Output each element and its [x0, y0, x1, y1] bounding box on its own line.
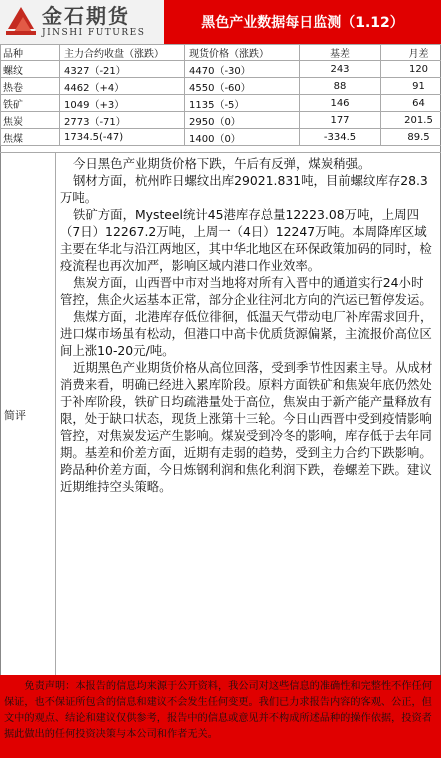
price-table: [0, 44, 441, 146]
cell-basis: 177: [300, 112, 381, 129]
logo-mountain-icon: [6, 7, 36, 37]
cell-spot-price: 2950（0）: [185, 112, 300, 129]
table-row: [1, 78, 441, 95]
cell-spread: 89.5: [381, 129, 441, 146]
cell-variety: 铁矿: [1, 95, 60, 112]
cell-spread: 201.5: [381, 112, 441, 129]
col-header-basis: 基差: [300, 45, 381, 61]
col-header-spot-price: 现货价格（涨跌）: [185, 45, 300, 61]
cell-variety: 焦炭: [1, 112, 60, 129]
cell-main-contract: 4327（-21）: [60, 61, 185, 78]
disclaimer: [0, 675, 441, 758]
logo-en: JINSHI FUTURES: [42, 28, 146, 38]
logo-cn: 金石期货: [42, 4, 130, 28]
cell-basis: 88: [300, 78, 381, 95]
table-row: [1, 95, 441, 112]
cell-spot-price: 4550（-60）: [185, 78, 300, 95]
comment-body: [56, 153, 441, 676]
cell-basis: 243: [300, 61, 381, 78]
col-header-spread: 月差: [381, 45, 441, 61]
comment-paragraph: 焦炭方面，山西晋中市对当地将对所有入晋中的通道实行24小时管控，焦企火运基本正常，部分企业往河北方向的汽运已暂停发运。: [60, 275, 432, 307]
comment-label: 简评: [0, 153, 56, 676]
comment-paragraph: 焦煤方面，北港库存低位徘徊，低温天气带动电厂补库需求回升，进口煤市场虽有松动，但港口中高卡优质货源偏紧，主流报价高位区间上涨10-20元/吨。: [60, 309, 433, 358]
cell-variety: 螺纹: [1, 61, 60, 78]
cell-main-contract: 1734.5(-47): [60, 129, 185, 146]
cell-variety: 热卷: [1, 78, 60, 95]
comment-paragraph: 钢材方面，杭州昨日螺纹出库29021.831吨，目前螺纹库存28.3万吨。: [60, 173, 428, 205]
cell-spread: 120: [381, 61, 441, 78]
cell-spot-price: 4470（-30）: [185, 61, 300, 78]
cell-main-contract: 1049（+3）: [60, 95, 185, 112]
cell-main-contract: 4462（+4）: [60, 78, 185, 95]
company-logo: [0, 0, 164, 44]
cell-basis: 146: [300, 95, 381, 112]
comment-paragraph: 近期黑色产业期货价格从高位回落，受到季节性因素主导。从成材消费来看，明确已经进入累库阶段。原料方面铁矿和焦炭年底仍然处于补库阶段，铁矿日均疏港量处于高位，焦炭由于新产能产量释放有限，处于缺口状态，现货上涨第十三轮。今日山西晋中受到疫情影响管控，对焦炭发运产生影响。煤炭受到冷冬的影响，库存低于去年同期。基差和价差方面，近期有走弱的趋势，受到主力合约下跌影响。跨品种价差方面，今日炼钢利润和焦化利润下跌，卷螺差下跌。建议近期维持空头策略。: [60, 360, 433, 494]
comment-paragraph: 铁矿方面，Mysteel统计45港库存总量12223.08万吨，上周四（7日）12267.2万吨，上周一（4日）12247万吨。本周降库区域主要在华北与沿江两地区，其中华北地区在环保政策加码的同时，检疫流程也再次加严，影响区域内港口作业效率。: [60, 207, 432, 273]
table-row: [1, 61, 441, 78]
table-row: [1, 129, 441, 146]
col-header-variety: 品种: [1, 45, 60, 61]
report-header: [0, 0, 441, 44]
table-row: [1, 112, 441, 129]
cell-spot-price: 1400（0）: [185, 129, 300, 146]
cell-spread: 91: [381, 78, 441, 95]
comment-section: [0, 152, 441, 676]
cell-spread: 64: [381, 95, 441, 112]
logo-text: [42, 6, 145, 38]
table-header-row: [1, 45, 441, 61]
col-header-main-contract: 主力合约收盘（涨跌）: [60, 45, 185, 61]
disclaimer-text: 免责声明：本报告的信息均来源于公开资料，我公司对这些信息的准确性和完整性不作任何保证，也不保证所包含的信息和建议不会发生任何变更。我们已力求报告内容的客观、公正，但文中的观点、结论和建议仅供参考，报告中的信息或意见并不构成所述品种的操作依据，投资者据此做出的任何投资决策与本公司和作者无关。: [4, 681, 432, 740]
cell-main-contract: 2773（-71）: [60, 112, 185, 129]
cell-variety: 焦煤: [1, 129, 60, 146]
cell-spot-price: 1135（-5）: [185, 95, 300, 112]
cell-basis: -334.5: [300, 129, 381, 146]
comment-paragraph: 今日黑色产业期货价格下跌，午后有反弹，煤炭稍强。: [73, 156, 371, 171]
report-title: 黑色产业数据每日监测（1.12）: [164, 0, 441, 44]
